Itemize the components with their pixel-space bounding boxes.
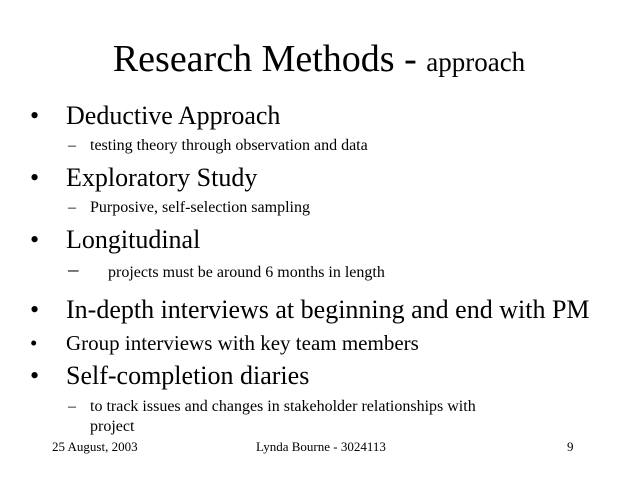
- bullet-item: [30, 332, 419, 355]
- bullet-marker: •: [30, 163, 40, 192]
- sub-bullet-text: projects must be around 6 months in length: [108, 264, 385, 281]
- sub-bullet-text: testing theory through observation and data: [90, 137, 368, 154]
- bullet-marker: •: [30, 361, 40, 390]
- bullet-text: Longitudinal: [66, 225, 201, 254]
- dash-marker: –: [68, 199, 76, 216]
- bullet-text: Deductive Approach: [66, 101, 281, 130]
- dash-marker: –: [68, 137, 76, 154]
- bullet-item: [30, 102, 280, 131]
- bullet-item: [30, 164, 257, 193]
- bullet-item: [30, 226, 200, 255]
- footer-date: 25 August, 2003: [52, 439, 138, 454]
- bullet-marker: •: [30, 225, 40, 254]
- bullet-item: [30, 296, 590, 325]
- bullet-text: Exploratory Study: [66, 163, 258, 192]
- bullet-item: [30, 362, 309, 391]
- footer-page-number: 9: [567, 439, 574, 454]
- bullet-text: Self-completion diaries: [66, 361, 310, 390]
- sub-bullet-item: [68, 137, 368, 155]
- bullet-marker: •: [30, 331, 38, 355]
- footer-author: Lynda Bourne - 3024113: [256, 439, 386, 454]
- bullet-marker: •: [30, 295, 40, 324]
- sub-bullet-item: [68, 257, 385, 282]
- sub-bullet-continuation: [90, 418, 134, 436]
- dash-marker: –: [68, 257, 79, 281]
- bullet-text: In-depth interviews at beginning and end with PM: [66, 295, 590, 324]
- bullet-marker: •: [30, 101, 40, 130]
- sub-bullet-item: [68, 398, 476, 416]
- title-main: Research Methods -: [112, 38, 427, 80]
- sub-bullet-text: Purposive, self-selection sampling: [90, 199, 310, 216]
- title-sub: approach: [426, 47, 526, 77]
- dash-marker: –: [68, 398, 76, 415]
- bullet-text: Group interviews with key team members: [66, 331, 419, 355]
- sub-bullet-text: project: [90, 418, 135, 435]
- sub-bullet-text: to track issues and changes in stakeholder relationships with: [90, 398, 476, 415]
- sub-bullet-item: [68, 199, 310, 217]
